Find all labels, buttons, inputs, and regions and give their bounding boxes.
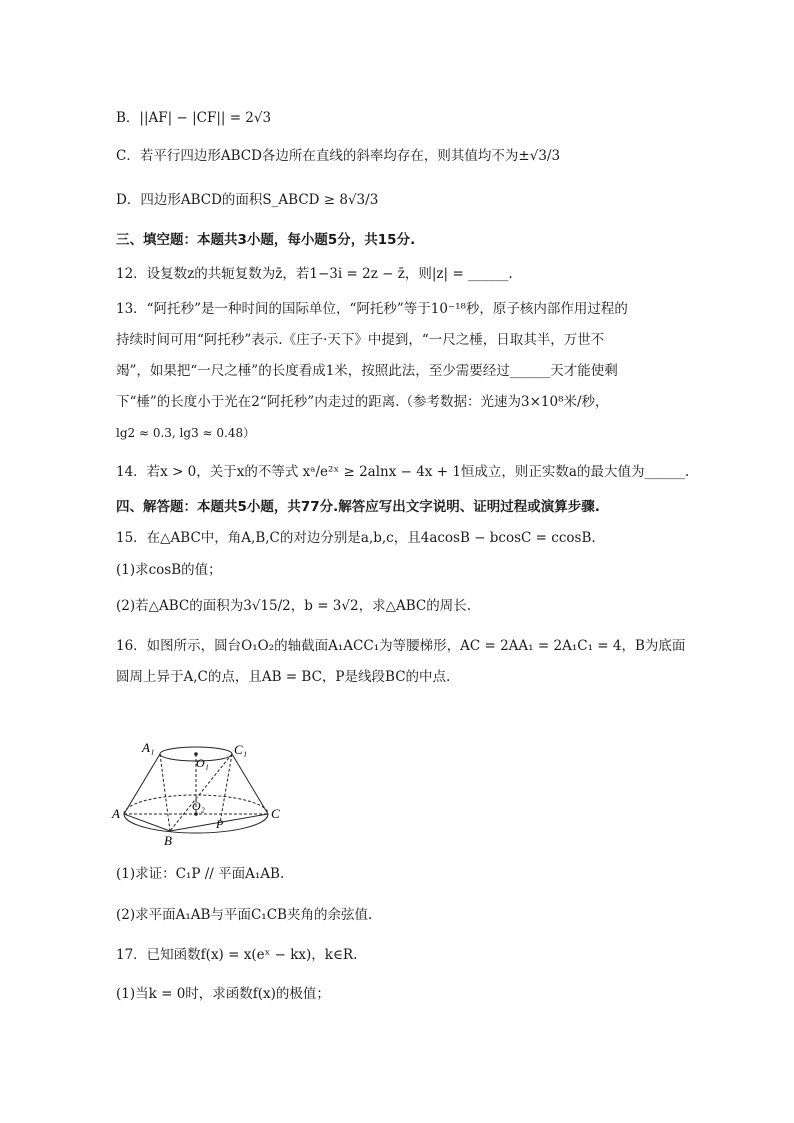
question-16-part-2: (2)求平面A₁AB与平面C₁CB夹角的余弦值. bbox=[116, 907, 373, 923]
label-o2: O₂ bbox=[192, 799, 205, 813]
question-15: 15．在△ABC中，角A,B,C的对边分别是a,b,c，且4acosB − bcosC = ccosB. bbox=[116, 530, 596, 546]
label-b: B bbox=[164, 833, 172, 848]
question-13-line-3: 竭”，如果把“一尺之棰”的长度看成1米，按照此法，至少需要经过______天才能使剩 bbox=[116, 363, 618, 379]
label-p: P bbox=[216, 817, 224, 831]
question-13-line-5: lg2 ≈ 0.3, lg3 ≈ 0.48） bbox=[116, 426, 256, 440]
question-16-line-1: 16．如图所示，圆台O₁O₂的轴截面A₁ACC₁为等腰梯形，AC = 2AA₁ = 2A₁C₁ = 4，B为底面 bbox=[116, 638, 686, 654]
question-17-part-1: (1)当k = 0时，求函数f(x)的极值； bbox=[116, 986, 330, 1002]
question-13-line-4: 下“棰”的长度小于光在2“阿托秒”内走过的距离.（参考数据：光速为3×10⁸米/秒， bbox=[116, 394, 609, 410]
question-13-line-1: 13．“阿托秒”是一种时间的国际单位，“阿托秒”等于10⁻¹⁸秒，原子核内部作用过程的 bbox=[116, 301, 628, 317]
label-c: C bbox=[271, 806, 280, 821]
section-4-heading: 四、解答题：本题共5小题，共77分.解答应写出文字说明、证明过程或演算步骤. bbox=[116, 499, 600, 515]
option-b: B．||AF| − |CF|| = 2√3 bbox=[116, 110, 272, 126]
side-c1-c bbox=[232, 754, 268, 814]
section-3-heading: 三、填空题：本题共3小题，每小题5分，共15分. bbox=[116, 232, 416, 248]
question-15-part-2: (2)若△ABC的面积为3√15/2，b = 3√2，求△ABC的周长. bbox=[116, 598, 472, 614]
label-a1: A₁ bbox=[142, 740, 155, 755]
question-15-part-1: (1)求cosB的值； bbox=[116, 562, 222, 578]
dashed-c1-p bbox=[220, 754, 232, 823]
question-13-line-2: 持续时间可用“阿托秒”表示.《庄子·天下》中提到，“一尺之棰，日取其半，万世不 bbox=[116, 332, 605, 348]
question-12: 12．设复数z的共轭复数为z̄，若1−3i = 2z − z̄，则|z| = ______. bbox=[116, 266, 513, 282]
question-14: 14．若x > 0，关于x的不等式 xᵃ/e²ˣ ≥ 2alnx − 4x + 1恒成立，则正实数a的最大值为______. bbox=[116, 464, 690, 480]
option-d: D．四边形ABCD的面积S_ABCD ≥ 8√3/3 bbox=[116, 192, 379, 208]
label-o1: O₁ bbox=[196, 756, 209, 770]
label-a: A bbox=[112, 806, 120, 821]
frustum-figure bbox=[112, 732, 282, 852]
question-17: 17．已知函数f(x) = x(eˣ − kx)，k∈R. bbox=[116, 947, 358, 963]
label-c1: C₁ bbox=[234, 742, 248, 757]
bottom-ellipse-front bbox=[124, 814, 268, 833]
option-c: C．若平行四边形ABCD各边所在直线的斜率均存在，则其值均不为±√3/3 bbox=[116, 148, 561, 164]
question-16-line-2: 圆周上异于A,C的点，且AB = BC，P是线段BC的中点. bbox=[116, 669, 451, 685]
side-a1-a bbox=[124, 754, 160, 814]
question-16-part-1: (1)求证：C₁P // 平面A₁AB. bbox=[116, 866, 285, 882]
dashed-a1-b bbox=[160, 754, 170, 831]
